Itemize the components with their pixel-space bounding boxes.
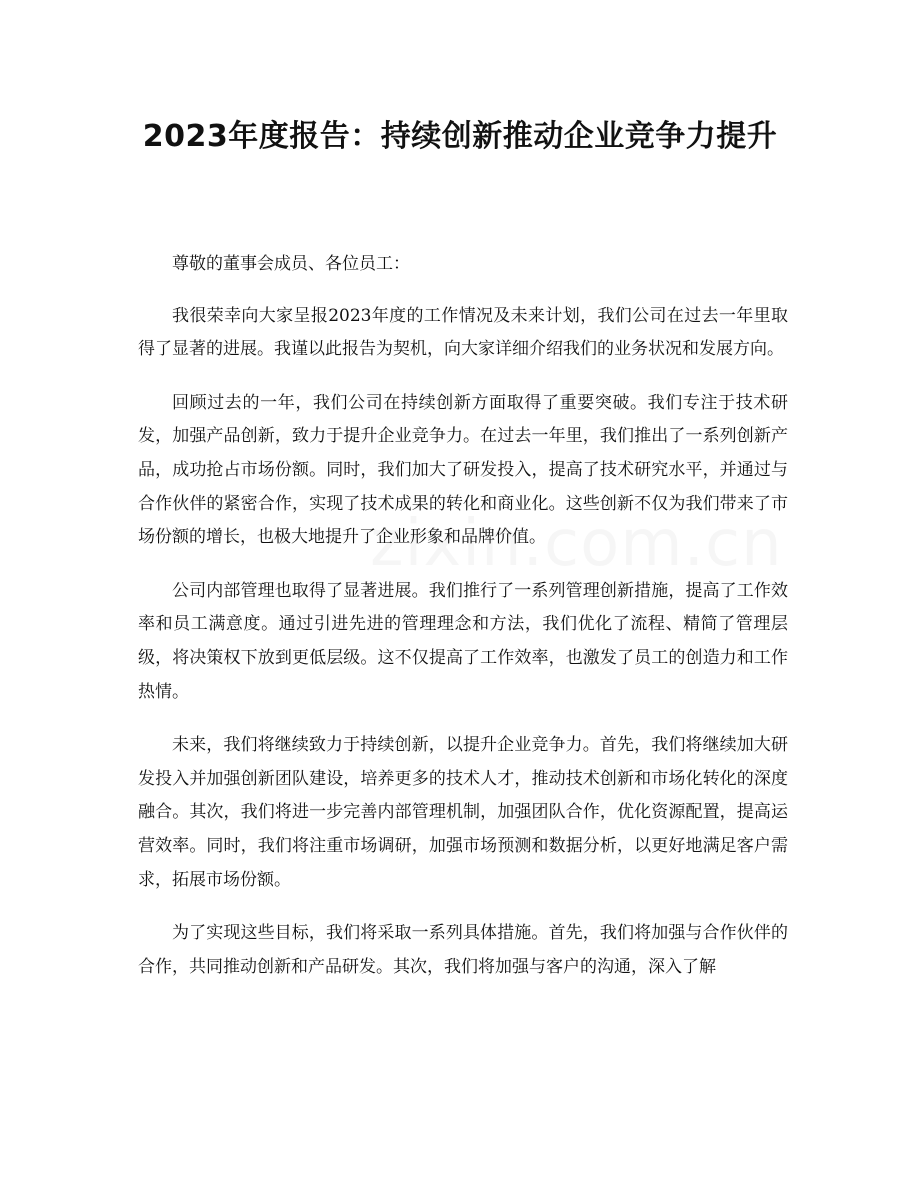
- document-body: [138, 248, 788, 1004]
- paragraph-future-plans: 未来，我们将继续致力于持续创新，以提升企业竞争力。首先，我们将继续加大研发投入并加强创新团队建设，培养更多的技术人才，推动技术创新和市场化转化的深度融合。其次，我们将进一步完善内部管理机制，加强团队合作，优化资源配置，提高运营效率。同时，我们将注重市场调研，加强市场预测和数据分析，以更好地满足客户需求，拓展市场份额。: [138, 735, 788, 890]
- paragraph-innovation-review: 回顾过去的一年，我们公司在持续创新方面取得了重要突破。我们专注于技术研发，加强产品创新，致力于提升企业竞争力。在过去一年里，我们推出了一系列创新产品，成功抢占市场份额。同时，我们加大了研发投入，提高了技术研究水平，并通过与合作伙伴的紧密合作，实现了技术成果的转化和商业化。这些创新不仅为我们带来了市场份额的增长，也极大地提升了企业形象和品牌价值。: [138, 392, 788, 548]
- paragraph-intro: 我很荣幸向大家呈报2023年度的工作情况及未来计划，我们公司在过去一年里取得了显著的进展。我谨以此报告为契机，向大家详细介绍我们的业务状况和发展方向。: [138, 305, 788, 360]
- paragraph-specific-measures: 为了实现这些目标，我们将采取一系列具体措施。首先，我们将加强与合作伙伴的合作，共同推动创新和产品研发。其次，我们将加强与客户的沟通，深入了解: [138, 923, 788, 977]
- document-title: 2023年度报告：持续创新推动企业竞争力提升: [142, 119, 778, 154]
- paragraph-internal-management: 公司内部管理也取得了显著进展。我们推行了一系列管理创新措施，提高了工作效率和员工满意度。通过引进先进的管理理念和方法，我们优化了流程、精简了管理层级，将决策权下放到更低层级。这不仅提高了工作效率，也激发了员工的创造力和工作热情。: [138, 580, 788, 702]
- salutation: 尊敬的董事会成员、各位员工：: [172, 254, 410, 274]
